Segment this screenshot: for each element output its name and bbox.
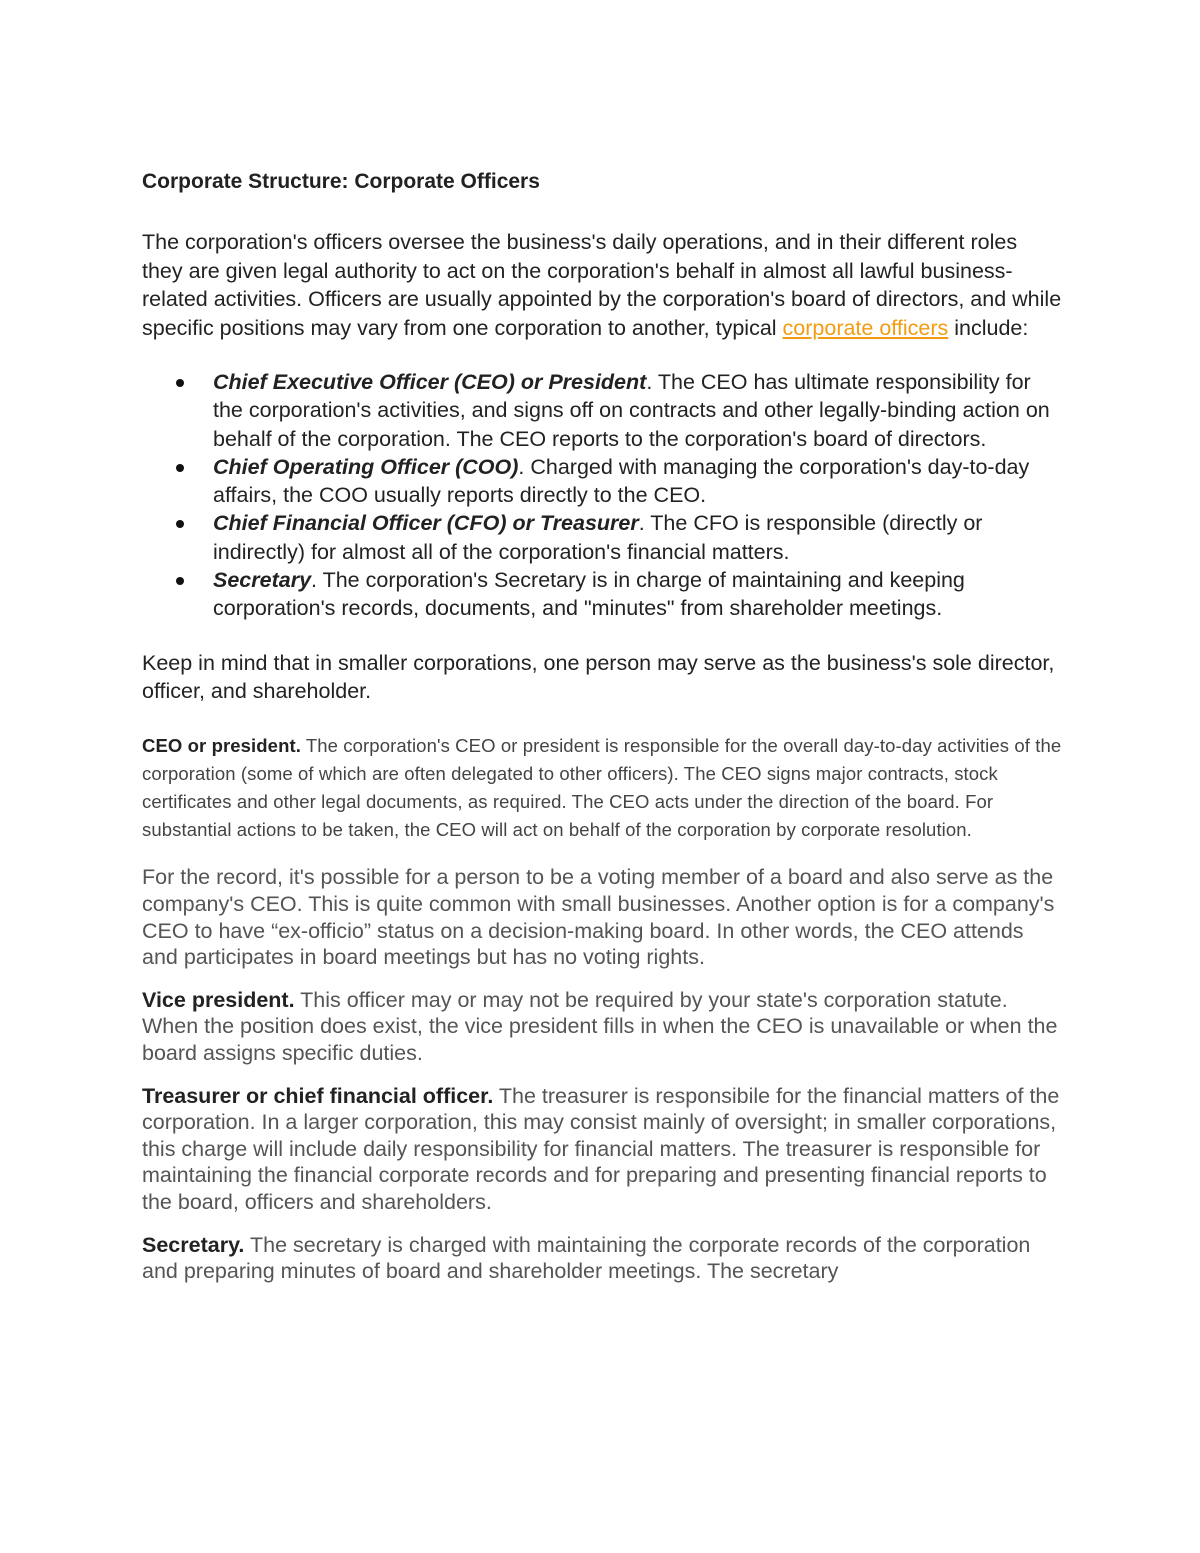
officer-description: . The CEO has ultimate responsibility for the corporation's activities, and signs off on contracts and other legally-binding action on behalf of the corporation. The CEO reports to the corporation's board of directors. [213, 370, 1050, 451]
officer-term: Chief Operating Officer (COO) [213, 454, 519, 479]
secretary-text: The secretary is charged with maintaining the corporate records of the corporation and preparing minutes of board and shareholder meetings. The secretary [142, 1232, 1031, 1284]
record-paragraph: For the record, it's possible for a person to be a voting member of a board and also serve as the company's CEO. This is quite common with small businesses. Another option is for a company's CEO to have “ex-officio” status on a decision-making board. In other words, the CEO attends and participates in board meetings but has no voting rights. [142, 865, 1055, 970]
secretary-lead: Secretary. [142, 1232, 245, 1257]
bullet-icon [176, 577, 184, 585]
ceo-text: The corporation's CEO or president is responsible for the overall day-to-day activities of the corporation (some of which are often delegated to other officers). The CEO signs major contracts, stock certificates and other legal documents, as required. The CEO acts under the direction of the board. For substantial actions to be taken, the CEO will act on behalf of the corporation by corporate resolution. [142, 734, 1062, 841]
officer-term: Secretary [213, 568, 312, 593]
vice-president-text: This officer may or may not be required by your state's corporation statute. When the position does exist, the vice president fills in when the CEO is unavailable or when the board assigns specific duties. [142, 987, 1058, 1066]
officer-term: Chief Financial Officer (CFO) or Treasurer [213, 511, 639, 536]
page-title: Corporate Structure: Corporate Officers [142, 170, 540, 193]
treasurer-text: The treasurer is responsibile for the financial matters of the corporation. In a larger corporation, this may consist mainly of oversight; in smaller corporations, this charge will include daily responsibility for financial matters. The treasurer is responsible for maintaining the financial corporate records and for preparing and presenting financial reports to the board, officers and shareholders. [142, 1083, 1060, 1215]
officer-description: . Charged with managing the corporation's day-to-day affairs, the COO usually reports directly to the CEO. [213, 454, 1030, 508]
list-item [142, 566, 1062, 623]
document-page [142, 168, 1062, 1285]
vice-president-paragraph [142, 987, 1062, 1067]
secretary-paragraph [142, 1232, 1062, 1285]
officer-term: Chief Executive Officer (CEO) or President [213, 370, 647, 394]
officers-list [142, 368, 1062, 623]
bullet-icon [176, 464, 184, 472]
bullet-icon [176, 379, 184, 387]
treasurer-lead: Treasurer or chief financial officer. [142, 1083, 494, 1108]
bullet-icon [176, 520, 184, 528]
officer-description: . The corporation's Secretary is in charge of maintaining and keeping corporation's records, documents, and "minutes" from shareholder meetings. [213, 568, 965, 621]
keep-in-mind-paragraph: Keep in mind that in smaller corporations, one person may serve as the business's sole director, officer, and shareholder. [142, 650, 1055, 704]
intro-text-end: include: [948, 315, 1029, 340]
ceo-paragraph [142, 732, 1062, 845]
treasurer-paragraph [142, 1083, 1062, 1216]
list-item [142, 368, 1062, 453]
intro-text: The corporation's officers oversee the business's daily operations, and in their different roles they are given legal authority to act on the corporation's behalf in almost all lawful business-related activities. Officers are usually appointed by the corporation's board of directors, and while specific positions may vary from one corporation to another, typical [142, 230, 1062, 340]
list-item [142, 509, 1062, 566]
list-item [142, 453, 1062, 510]
corporate-officers-link[interactable]: corporate officers [782, 315, 949, 340]
officer-description: . The CFO is responsible (directly or indirectly) for almost all of the corporation's financial matters. [213, 511, 983, 564]
ceo-lead: CEO or president. [142, 734, 301, 756]
vice-president-lead: Vice president. [142, 987, 295, 1012]
intro-paragraph [142, 228, 1062, 342]
